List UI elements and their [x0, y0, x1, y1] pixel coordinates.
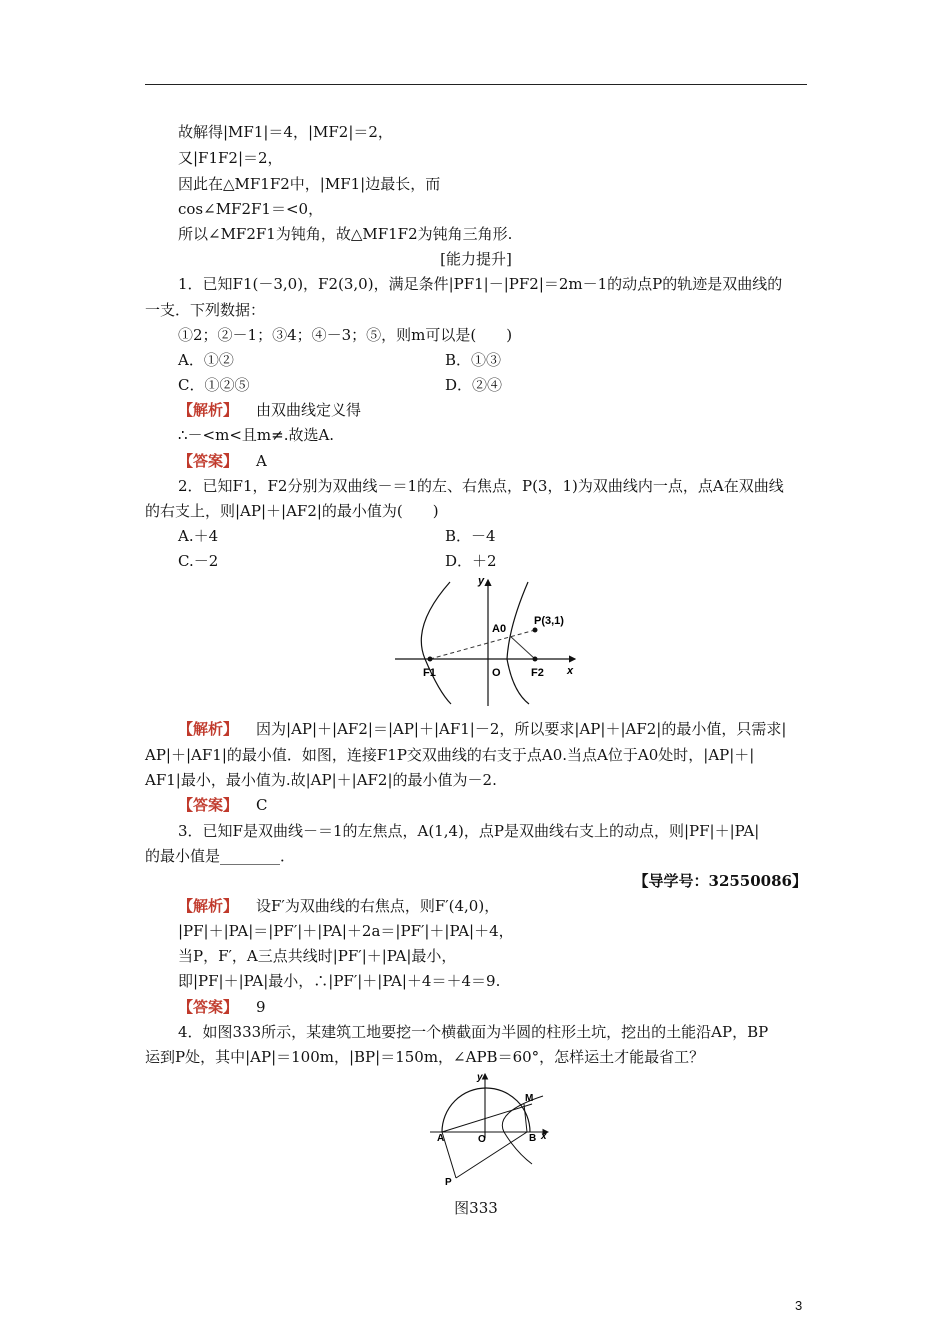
q1-option-d: D．②④ [445, 376, 503, 394]
y-label: y [477, 1072, 483, 1083]
a0-label: A0 [492, 623, 507, 635]
q1-analysis-line: ∴－<m<且m≠.故选A. [178, 426, 335, 444]
a-label: A [437, 1133, 445, 1144]
analysis-text: 因为|AP|＋|AF2|＝|AP|＋|AF1|－2，所以要求|AP|＋|AF2|的最小值，只需求| [256, 720, 787, 738]
q1-stem: 一支．下列数据： [145, 301, 266, 319]
answer-text: A [256, 452, 267, 470]
q2-stem: 的右支上，则|AP|＋|AF2|的最小值为( ) [145, 502, 439, 520]
analysis-tag: 【解析】 [178, 401, 239, 419]
y-label: y [478, 575, 485, 587]
q3-analysis-line: |PF|＋|PA|＝|PF′|＋|PA|＋2a＝|PF′|＋|PA|＋4， [178, 922, 514, 940]
text-line: 故解得|MF1|＝4，|MF2|＝2， [178, 123, 393, 141]
x-label: x [567, 665, 574, 677]
p-label: P(3,1) [534, 615, 564, 627]
text-line: 又|F1F2|＝2， [178, 149, 283, 167]
q2-option-c: C.－2 [178, 552, 219, 570]
o-label: O [478, 1134, 486, 1145]
o-label: O [492, 667, 501, 679]
header-rule [145, 84, 807, 85]
q3-analysis [178, 896, 499, 916]
answer-tag: 【答案】 [178, 796, 239, 814]
q2-option-a: A.＋4 [178, 527, 219, 545]
a0-f2-segment [510, 636, 535, 659]
text-line: 所以∠MF2F1为钝角，故△MF1F2为钝角三角形. [178, 225, 513, 243]
q1-stem: 1．已知F1(－3,0)，F2(3,0)，满足条件|PF1|－|PF2|＝2m－1的动点P的轨迹是双曲线的 [178, 275, 783, 293]
analysis-text: 设F′为双曲线的右焦点，则F′(4,0)， [256, 897, 500, 915]
figure-caption: 图333 [454, 1199, 498, 1217]
analysis-tag: 【解析】 [178, 897, 239, 915]
page-number: 3 [795, 1298, 803, 1313]
q2-stem: 2．已知F1，F2分别为双曲线－＝1的左、右焦点，P(3，1)为双曲线内一点，点A在双曲线 [178, 477, 784, 495]
analysis-tag: 【解析】 [178, 720, 239, 738]
q3-stem: 的最小值是________． [145, 847, 296, 865]
m-label: M [525, 1093, 534, 1104]
p-label: P [445, 1177, 452, 1188]
q3-stem: 3．已知F是双曲线－＝1的左焦点，A(1,4)，点P是双曲线右支上的动点，则|PF|＋|PA| [178, 822, 760, 840]
p-point [533, 628, 538, 633]
q3-analysis-line: 当P，F′，A三点共线时|PF′|＋|PA|最小， [178, 947, 457, 965]
q2-analysis-line: AF1|最小，最小值为.故|AP|＋|AF2|的最小值为－2. [145, 771, 497, 789]
f1-label: F1 [423, 667, 436, 679]
q1-analysis [178, 400, 361, 420]
q1-answer [178, 451, 267, 471]
b-p-line [456, 1132, 527, 1178]
answer-tag: 【答案】 [178, 452, 239, 470]
q1-option-b: B．①③ [445, 351, 502, 369]
q1-stem: ①2；②－1；③4；④－3；⑤，则m可以是( ) [178, 326, 513, 344]
answer-text: C [256, 796, 268, 814]
a-m-line [442, 1104, 532, 1132]
b-label: B [529, 1133, 537, 1144]
f2-label: F2 [531, 667, 544, 679]
q2-hyperbola-figure [395, 572, 595, 712]
text-line: cos∠MF2F1＝<0， [178, 200, 324, 218]
f2-point [533, 657, 538, 662]
hyperbola-left-branch [421, 582, 451, 704]
m-b-line [524, 1104, 527, 1132]
guide-number: 【导学号：32550086】 [633, 872, 807, 890]
q2-analysis-line: AP|＋|AF1|的最小值．如图，连接F1P交双曲线的右支于点A0.当点A位于A0处时，|AP|＋| [145, 746, 755, 764]
semicircle [442, 1088, 530, 1132]
analysis-text: 由双曲线定义得 [256, 401, 362, 419]
text-line: 因此在△MF1F2中，|MF1|边最长，而 [178, 175, 441, 193]
hyperbola-arc [502, 1096, 543, 1164]
answer-text: 9 [256, 998, 266, 1016]
q1-option-a: A．①② [178, 351, 234, 369]
section-title: [能力提升] [440, 250, 512, 268]
q4-semicircle-figure [430, 1068, 560, 1196]
q1-option-c: C．①②⑤ [178, 376, 250, 394]
q3-analysis-line: 即|PF|＋|PA|最小，∴|PF′|＋|PA|＋4＝＋4＝9. [178, 972, 501, 990]
q2-answer [178, 795, 268, 815]
f1-point [428, 657, 433, 662]
q2-option-d: D．＋2 [445, 552, 497, 570]
q4-stem: 4．如图333所示，某建筑工地要挖一个横截面为半圆的柱形土坑，挖出的土能沿AP，BP [178, 1023, 769, 1041]
q2-analysis [178, 719, 786, 739]
answer-tag: 【答案】 [178, 998, 239, 1016]
q3-answer [178, 997, 266, 1017]
q2-option-b: B．－4 [445, 527, 496, 545]
x-label: x [541, 1131, 547, 1142]
q4-stem: 运到P处，其中|AP|＝100m，|BP|＝150m，∠APB＝60°，怎样运土才能最省工？ [145, 1048, 705, 1066]
